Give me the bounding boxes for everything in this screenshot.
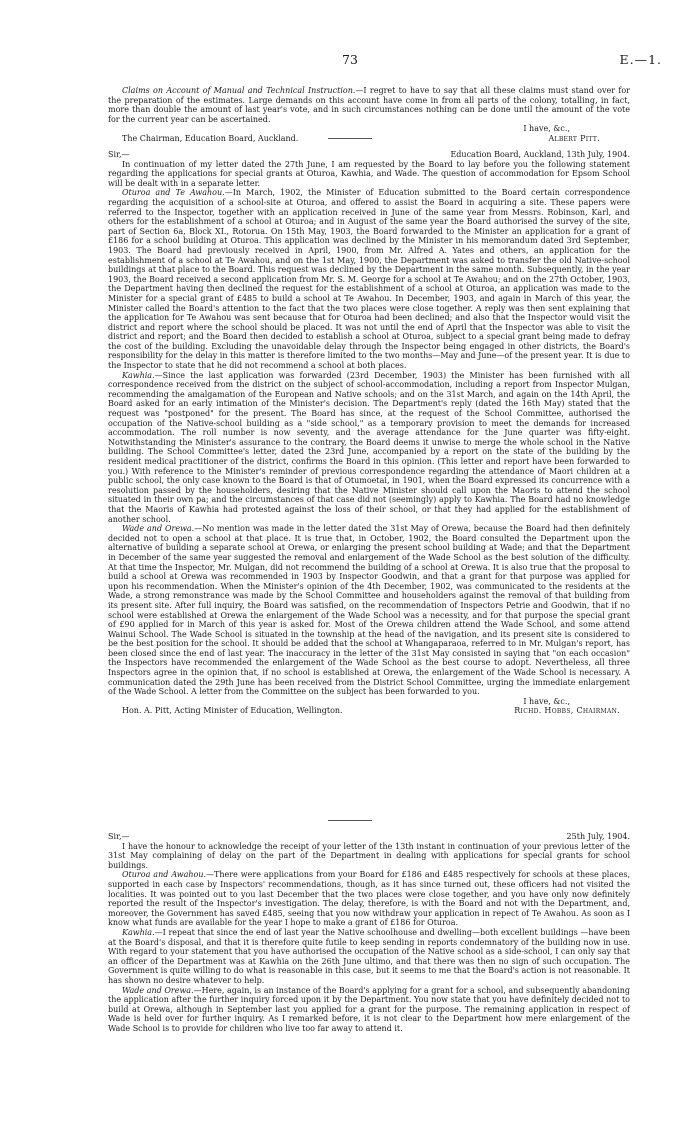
- letter3-oturoa-paragraph: [108, 870, 630, 928]
- letter3-kawhia-heading: Kawhia.: [122, 927, 155, 937]
- letter3-heading-row: [108, 832, 630, 842]
- separator-rule: [328, 138, 372, 139]
- letter2-kawhia-text: —Since the last application was forwarded (23rd December, 1903) the Minister has been furnished with all correspondence received from the district on the subject of school-accommodation, including a report from Inspector Mulgan, recommending the amalgamation of the European and Native schools; and on the 31st March, and again on the 14th April, the Board asked for an early intimation of the Minister's decision. The Department's reply (dated the 16th May) stated that the request was "postponed" for the present. The Board has since, at the request of the School Committee, authorised the occupation of the Native-school building as a "side school," as a temporary provision to meet the demands for increased accommodation. The roll number is now seventy, and the average attendance for the June quarter was fifty-eight. Notwithstanding the Minister's assurance to the contrary, the Board deems it unwise to merge the whole school in the Native building. The School Committee's letter, dated the 23rd June, accompanied by a report on the state of the building by the resident medical practitioner of the district, confirms the Board in this opinion. (This letter and report have been forwarded to you.) With reference to the Minister's reminder of previous correspondence regarding the attendance of Maori children at a public school, the only case known to the Board is that of Otumoetai, in 1901, when the Board expressed its concurrence with a resolution passed by the householders, desiring that the Native Minister should call upon the Maoris to attend the school situated in their own pa; and the circumstances of that case did not (seemingly) apply to Kawhia. The Board had no knowledge that the Maoris of Kawhia had protested against the loss of their school, or that they had applied for the establishment of another school.: [108, 370, 630, 524]
- letter2-closing: I have, &c.,: [523, 696, 570, 706]
- letter3-kawhia-paragraph: [108, 928, 630, 986]
- page-number: 73: [342, 52, 358, 67]
- letter-minister-reply: [108, 832, 630, 1033]
- letter2-intro: In continuation of my letter dated the 27th June, I am requested by the Board to lay before you the following statement regarding the applications for special grants at Oturoa, Kawhia, and Wade. The question of accommodation for Epsom School will be dealt with in a separate letter.: [108, 159, 630, 188]
- letter1-closing-row: [108, 124, 630, 134]
- letter2-signature: Richd. Hobbs, Chairman.: [514, 706, 620, 716]
- claims-heading: Claims on Account of Manual and Technical Instruction.: [122, 86, 356, 95]
- letter2-oturoa-paragraph: [108, 188, 630, 370]
- claims-text: —I regret to have to say that all these claims must stand over for the preparation of the estimates. Large demands on this account have come in from all parts of the colony, totalling, in fact, more than double the amount of last year's vote, and in such circumstances nothing can be done until the amount of the vote for the current year can be ascertained.: [108, 86, 631, 124]
- page-header: [0, 52, 700, 72]
- letter2-heading-row: [108, 150, 630, 160]
- letter3-wade-paragraph: [108, 986, 630, 1034]
- claims-paragraph: [108, 86, 630, 124]
- letter1-addressee: The Chairman, Education Board, Auckland.: [122, 133, 299, 143]
- letter2-addressee: Hon. A. Pitt, Acting Minister of Education, Wellington.: [122, 706, 343, 716]
- letter3-dateline: 25th July, 1904.: [566, 832, 630, 841]
- letter2-kawhia-paragraph: [108, 371, 630, 525]
- letter3-intro: I have the honour to acknowledge the receipt of your letter of the 13th instant in continuation of your previous letter of the 31st May complaining of delay on the part of the Department in dealing with applications for special grants for school buildings.: [108, 841, 630, 870]
- letter2-oturoa-heading: Oturoa and Te Awahou.: [122, 188, 225, 198]
- letter3-wade-text: —Here, again, is an instance of the Board's applying for a grant for a school, and subsequently abandoning the application after the further inquiry forced upon it by the Department. You now state that you have definitely decided not to build at Orewa, although in September last you applied for a grant for the purpose. The remaining application in respect of Wade is held over for further inquiry. As I remarked before, it is not clear to the Department how mere enlargement of the Wade School is to provide for children who live too far away to attend it.: [108, 985, 630, 1033]
- letter3-wade-heading: Wade and Orewa.: [122, 985, 194, 995]
- letter2-wade-text: —No mention was made in the letter dated the 31st May of Orewa, because the Board had then definitely decided not to open a school at that place. It is true that, in October, 1902, the Board consulted the Department upon the alternative of building a separate school at Orewa, or enlarging the present school building at Wade; and that the Department in December of the same year suggested the removal and enlargement of the Wade School as the best solution of the difficulty. At that time the Inspector, Mr. Mulgan, did not recommend the building of a school at Orewa. It is also true that the proposal to build a school at Orewa was recommended in 1903 by Inspector Goodwin, and that a grant for that purpose was applied for upon his recommendation. When the Minister's opinion of the 4th December, 1902, was communicated to the residents at the Wade, a strong remonstrance was made by the School Committee and householders against the removal of that building from its present site. After full inquiry, the Board was satisfied, on the recommendation of Inspectors Petrie and Goodwin, that if no school were established at Orewa the enlargement of the Wade School was a necessity, and for that purpose the special grant of £90 applied for in March of this year is asked for. Most of the Orewa children attend the Wade School, and some attend Wainui School. The Wade School is situated in the township at the head of the navigation, and its present site is considered to be the best position for the school. It should be added that the school at Whangaparaoa, referred to in Mr. Mulgan's report, has been closed since the end of last year. The inaccuracy in the letter of the 31st May consisted in saying that "on each occasion" the Inspectors have recommended the enlargement of the Wade School as the best course to adopt. Nevertheless, all three Inspectors agree in the opinion that, if no school is established at Orewa, the enlargement of the Wade School is necessary. A communication dated the 29th June has been received from the District School Committee, urging the immediate enlargement of the Wade School. A letter from the Committee on the subject has been forwarded to you.: [108, 524, 631, 697]
- letter2-wade-heading: Wade and Orewa.: [122, 524, 195, 534]
- letter1-closing: I have, &c.,: [523, 124, 570, 134]
- letter3-salutation: Sir,—: [108, 832, 130, 841]
- section-reference: E.—1.: [619, 52, 662, 67]
- letter2-salutation: Sir,—: [108, 150, 130, 159]
- separator-rule: [328, 820, 372, 821]
- letter-claims-manual-instruction: [108, 86, 630, 144]
- letter2-signature-row: [108, 706, 630, 716]
- letter3-oturoa-heading: Oturoa and Awahou.: [122, 870, 207, 880]
- letter3-oturoa-text: —There were applications from your Board for £186 and £485 respectively for schools at these places, supported in each case by Inspectors' recommendations, though, as it has since turned out, these officers had not visited the localities. It was pointed out to you last December that the two places were close together, and you have only now definitely reported the result of the Inspector's investigation. The delay, therefore, is with the Board and not with the Department, and, moreover, the Government has saved £485, seeing that you now withdraw your application in repect of Te Awahou. As soon as I know what funds are available for the year I hope to make a grant of £186 for Oturoa.: [108, 870, 631, 928]
- letter1-signature: Albert Pitt.: [548, 133, 600, 143]
- letter2-oturoa-text: —In March, 1902, the Minister of Education submitted to the Board certain correspondence regarding the acquisition of a school-site at Oturoa, and offered to assist the Board in acquiring a site. These papers were referred to the Inspector, together with an application received in June of the same year from Messrs. Robinson, Karl, and others for the establishment of a school at Oturoa; and in August of the same year the Board authorised the survey of the site, part of Section 6a, Block XI., Rotorua. On 15th May, 1903, the Board forwarded to the Minister an application for a grant of £186 for a school building at Oturoa. This application was declined by the Minister in his memorandum dated 3rd September, 1903. The Board had previously received in April, 1900, from Mr. Alfred A. Yates and others, an application for the establishment of a school at Te Awahou, and on the 1st May, 1900, the Department was asked to transfer the old Native-school buildings at that place to the Board. This request was declined by the Department in the same month. Subsequently, in the year 1903, the Board received a second application from Mr. S. M. George for a school at Te Awahou; and on the 27th October, 1903, the Department having then declined the request for the establishment of a school at Oturoa, an application was made to the Minister for a special grant of £485 to build a school at Te Awahou. In December, 1903, and again in March of this year, the Minister called the Board's attention to the fact that the two places were close together. A reply was then sent explaining that the application for Te Awahou was sent because that for Oturoa had been declined; and also that the Inspector would visit the district and report where the school should be placed. It was not until the end of April that the Inspector was able to visit the district and report; and the Board then decided to establish a school at Oturoa, subject to a special grant being made to defray the cost of the building. Excluding the unavoidable delay through the Inspector being engaged in other districts, the Board's responsibility for the delay in this matter is therefore limited to the two months—May and June—of the present year. It is due to the Inspector to state that he did not recommend a school at both places.: [108, 188, 630, 371]
- letter-board-statement: [108, 150, 630, 716]
- letter2-closing-row: [108, 697, 630, 707]
- letter2-dateline: Education Board, Auckland, 13th July, 1904.: [450, 150, 630, 159]
- letter2-wade-paragraph: [108, 524, 630, 697]
- letter3-kawhia-text: —I repeat that since the end of last year the Native schoolhouse and dwelling—both excellent buildings —have been at the Board's disposal, and that it is therefore quite futile to keep sending in reports condemnatory of the building now in use. With regard to your statement that you have authorised the occupation of the Native school as a side-school, I can only say that an officer of the Department was at Kawhia on the 26th June ultimo, and that there was then no sign of such occupation. The Government is quite willing to do what is reasonable in this case, but it seems to me that the Board's action is not reasonable. It has shown no desire whatever to help.: [108, 927, 630, 985]
- letter2-kawhia-heading: Kawhia.: [122, 370, 155, 380]
